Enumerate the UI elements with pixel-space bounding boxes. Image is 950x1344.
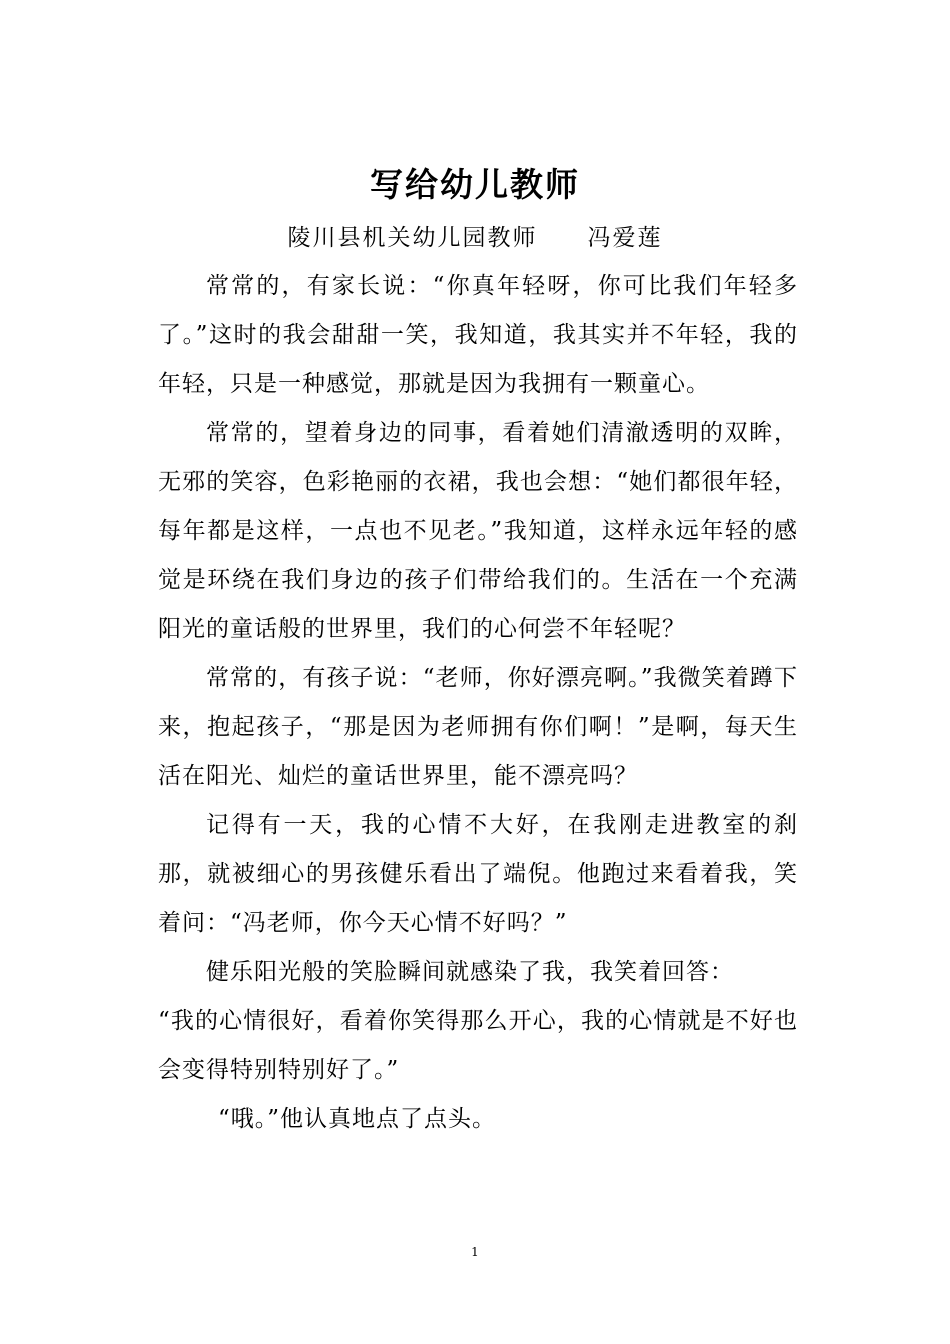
paragraph: 记得有一天，我的心情不大好，在我刚走进教室的刹那，就被细心的男孩健乐看出了端倪。他跑过来看着我，笑着问：“冯老师，你今天心情不好吗？” <box>158 812 798 936</box>
paragraph: 常常的，有孩子说：“老师，你好漂亮啊。”我微笑着蹲下来，抱起孩子，“那是因为老师拥有你们啊！”是啊，每天生活在阳光、灿烂的童话世界里，能不漂亮吗？ <box>158 665 798 789</box>
page-number: 1 <box>471 1245 479 1259</box>
document-title: 写给幼儿教师 <box>370 165 580 204</box>
paragraph: “哦。”他认真地点了点头。 <box>218 1106 497 1132</box>
author-name: 冯爱莲 <box>587 225 663 251</box>
document-body <box>158 262 798 1144</box>
paragraph: 常常的，有家长说：“你真年轻呀，你可比我们年轻多了。”这时的我会甜甜一笑，我知道，我其实并不年轻，我的年轻，只是一种感觉，那就是因为我拥有一颗童心。 <box>158 273 798 397</box>
paragraph: “我的心情很好，看着你笑得那么开心，我的心情就是不好也会变得特别特别好了。” <box>158 1008 798 1083</box>
paragraph: 常常的，望着身边的同事，看着她们清澈透明的双眸，无邪的笑容，色彩艳丽的衣裙，我也会想：“她们都很年轻，每年都是这样，一点也不见老。”我知道，这样永远年轻的感觉是环绕在我们身边的孩子们带给我们的。生活在一个充满阳光的童话般的世界里，我们的心何尝不年轻呢？ <box>158 420 798 642</box>
author-organization: 陵川县机关幼儿园教师 <box>287 225 538 251</box>
author-byline <box>0 218 950 258</box>
paragraph: 健乐阳光般的笑脸瞬间就感染了我，我笑着回答： <box>206 959 734 985</box>
